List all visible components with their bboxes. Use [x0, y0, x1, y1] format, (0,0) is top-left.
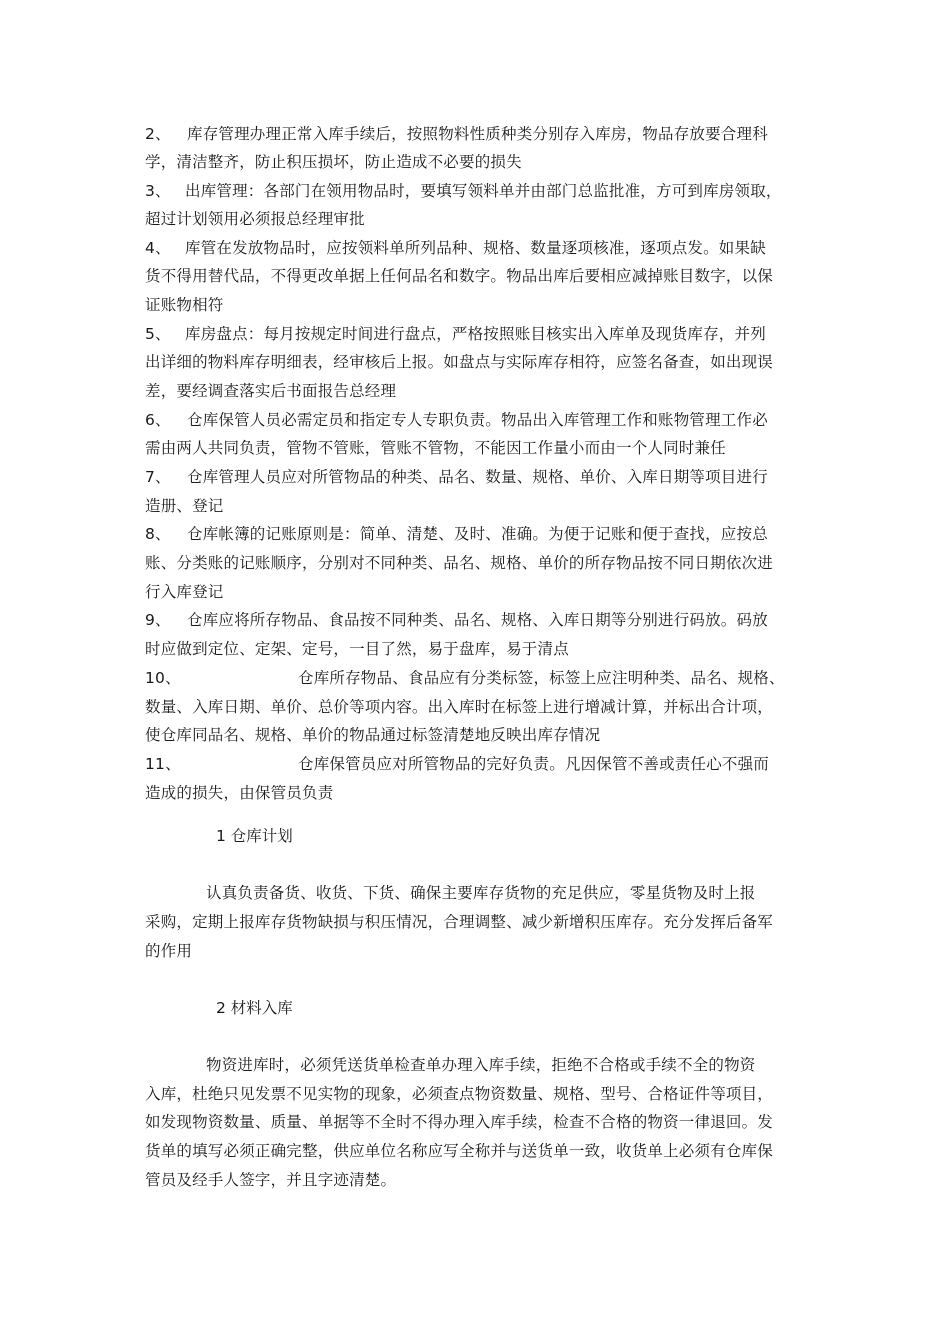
item-11-line-2: 造成的损失，由保管员负责: [145, 784, 334, 802]
item-4-line-3: 证账物相符: [145, 296, 224, 314]
item-number: 8、: [145, 525, 171, 543]
item-3-line-2: 超过计划领用必须报总经理审批: [145, 210, 365, 228]
section-2-line-4: 货单的填写必须正确完整，供应单位名称应写全称并与送货单一致，收货单上必须有仓库保: [145, 1142, 774, 1160]
item-2-line-2: 学，清洁整齐，防止积压损坏，防止造成不必要的损失: [145, 153, 522, 171]
item-5-line-2: 出详细的物料库存明细表，经审核后上报。如盘点与实际库存相符，应签名备查，如出现误: [145, 353, 774, 371]
item-7-line-1: 7、 仓库管理人员应对所管物品的种类、品名、数量、规格、单价、入库日期等项目进行: [145, 468, 768, 486]
item-number: 11、: [145, 755, 181, 773]
item-4-line-2: 货不得用替代品，不得更改单据上任何品名和数字。物品出库后要相应减掉账目数字，以保: [145, 267, 774, 285]
section-1-heading: 1 仓库计划: [216, 827, 293, 845]
item-5-line-1: 5、 库房盘点：每月按规定时间进行盘点，严格按照账目核实出入库单及现货库存，并列: [145, 325, 766, 343]
item-9-line-2: 时应做到定位、定架、定号，一目了然，易于盘库，易于清点: [145, 640, 569, 658]
item-6-line-1: 6、 仓库保管人员必需定员和指定专人专职负责。物品出入库管理工作和账物管理工作必: [145, 411, 768, 429]
section-1-line-3: 的作用: [145, 942, 193, 960]
item-10-line-1: 10、 仓库所存物品、食品应有分类标签，标签上应注明种类、品名、规格、: [145, 669, 785, 687]
item-5-line-3: 差，要经调查落实后书面报告总经理: [145, 382, 397, 400]
item-6-line-2: 需由两人共同负责，管物不管账，管账不管物，不能因工作量小而由一个人同时兼任: [145, 439, 726, 457]
item-10-line-2: 数量、入库日期、单价、总价等项内容。出入库时在标签上进行增减计算，并标出合计项，: [145, 698, 774, 716]
section-1-line-2: 采购，定期上报库存货物缺损与积压情况，合理调整、减少新增积压库存。充分发挥后备军: [145, 913, 774, 931]
item-number: 4、: [145, 239, 171, 257]
item-number: 5、: [145, 325, 171, 343]
item-11-line-1: 11、 仓库保管员应对所管物品的完好负责。凡因保管不善或责任心不强而: [145, 755, 770, 773]
item-4-line-1: 4、 库管在发放物品时，应按领料单所列品种、规格、数量逐项核准，逐项点发。如果缺: [145, 239, 766, 257]
item-number: 2、: [145, 125, 171, 143]
item-8-line-3: 行入库登记: [145, 583, 224, 601]
item-8-line-2: 账、分类账的记账顺序，分别对不同种类、品名、规格、单价的所存物品按不同日期依次进: [145, 554, 774, 572]
section-2-line-2: 入库，杜绝只见发票不见实物的现象，必须查点物资数量、规格、型号、合格证件等项目，: [145, 1085, 774, 1103]
item-number: 6、: [145, 411, 171, 429]
section-2-heading: 2 材料入库: [216, 999, 293, 1017]
section-2-line-5: 管员及经手人签字，并且字迹清楚。: [145, 1171, 397, 1189]
item-number: 7、: [145, 468, 171, 486]
section-1-line-1: 认真负责备货、收货、下货、确保主要库存货物的充足供应，零星货物及时上报: [206, 884, 756, 902]
item-number: 10、: [145, 669, 181, 687]
item-number: 9、: [145, 611, 171, 629]
item-number: 3、: [145, 182, 171, 200]
item-9-line-1: 9、 仓库应将所存物品、食品按不同种类、品名、规格、入库日期等分别进行码放。码放: [145, 611, 768, 629]
section-2-line-3: 如发现物资数量、质量、单据等不全时不得办理入库手续，检查不合格的物资一律退回。发: [145, 1113, 774, 1131]
item-7-line-2: 造册、登记: [145, 497, 224, 515]
item-2-line-1: 2、 库存管理办理正常入库手续后，按照物料性质种类分别存入库房，物品存放要合理科: [145, 125, 768, 143]
section-2-line-1: 物资进库时，必须凭送货单检查单办理入库手续，拒绝不合格或手续不全的物资: [206, 1056, 756, 1074]
item-3-line-1: 3、 出库管理：各部门在领用物品时，要填写领料单并由部门总监批准，方可到库房领取，: [145, 182, 782, 200]
item-8-line-1: 8、 仓库帐簿的记账原则是：简单、清楚、及时、准确。为便于记账和便于查找，应按总: [145, 525, 768, 543]
item-10-line-3: 使仓库同品名、规格、单价的物品通过标签清楚地反映出库存情况: [145, 726, 601, 744]
